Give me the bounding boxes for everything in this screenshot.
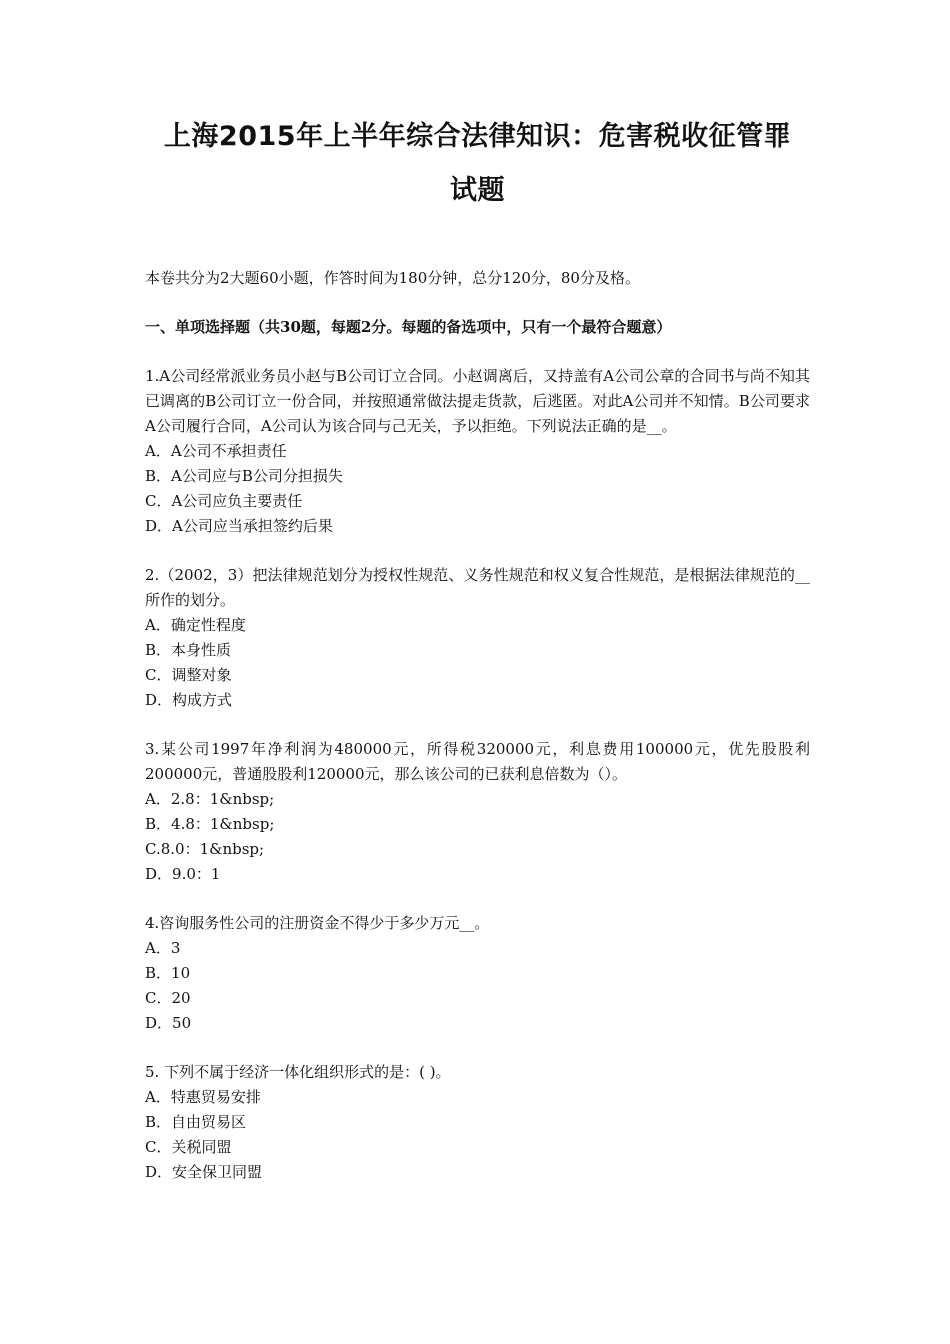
title-line-1: 上海2015年上半年综合法律知识：危害税收征管罪 [163,121,792,152]
title-line-2: 试题 [450,175,505,206]
option-c: C．关税同盟 [145,1138,232,1156]
option-a: A．3 [145,939,181,957]
option-a: A．特惠贸易安排 [145,1088,261,1106]
option-c: C．A公司应负主要责任 [145,492,303,510]
option-c: C.8.0：1&nbsp; [145,840,265,858]
question-1 [145,364,810,539]
option-d: D．构成方式 [145,691,233,709]
option-d: D．50 [145,1014,192,1032]
option-c: C．20 [145,989,191,1007]
option-d: D．A公司应当承担签约后果 [145,517,333,535]
document-title [145,110,810,218]
question-stem: 4.咨询服务性公司的注册资金不得少于多少万元__。 [145,914,490,932]
option-b: B．4.8：1&nbsp; [145,815,275,833]
section-heading: 一、单项选择题（共30题，每题2分。每题的备选项中，只有一个最符合题意） [145,318,672,336]
option-c: C．调整对象 [145,666,232,684]
document-page [145,110,810,1185]
option-b: B．本身性质 [145,641,232,659]
question-stem: 5. 下列不属于经济一体化组织形式的是：( )。 [145,1063,451,1081]
question-2 [145,563,810,713]
option-a: A．确定性程度 [145,616,246,634]
exam-intro: 本卷共分为2大题60小题，作答时间为180分钟，总分120分，80分及格。 [145,269,640,287]
question-stem: 1.A公司经常派业务员小赵与B公司订立合同。小赵调离后，又持盖有A公司公章的合同书与尚不知其已调离的B公司订立一份合同，并按照通常做法提走货款，后逃匿。对此A公司并不知情。B公司要求A公司履行合同，A公司认为该合同与己无关，予以拒绝。下列说法正确的是__。 [145,367,810,435]
question-stem: 2.（2002，3）把法律规范划分为授权性规范、义务性规范和权义复合性规范，是根据法律规范的__所作的划分。 [145,566,810,609]
question-stem: 3.某公司1997年净利润为480000元，所得税320000元，利息费用100000元，优先股股利200000元，普通股股利120000元，那么该公司的已获利息倍数为（）。 [145,740,810,783]
question-4 [145,911,810,1036]
option-d: D．安全保卫同盟 [145,1163,263,1181]
option-a: A．2.8：1&nbsp; [145,790,275,808]
option-a: A．A公司不承担责任 [145,442,287,460]
question-5 [145,1060,810,1185]
option-d: D．9.0：1 [145,865,221,883]
option-b: B．10 [145,964,191,982]
question-3 [145,737,810,887]
option-b: B．A公司应与B公司分担损失 [145,467,343,485]
option-b: B．自由贸易区 [145,1113,247,1131]
